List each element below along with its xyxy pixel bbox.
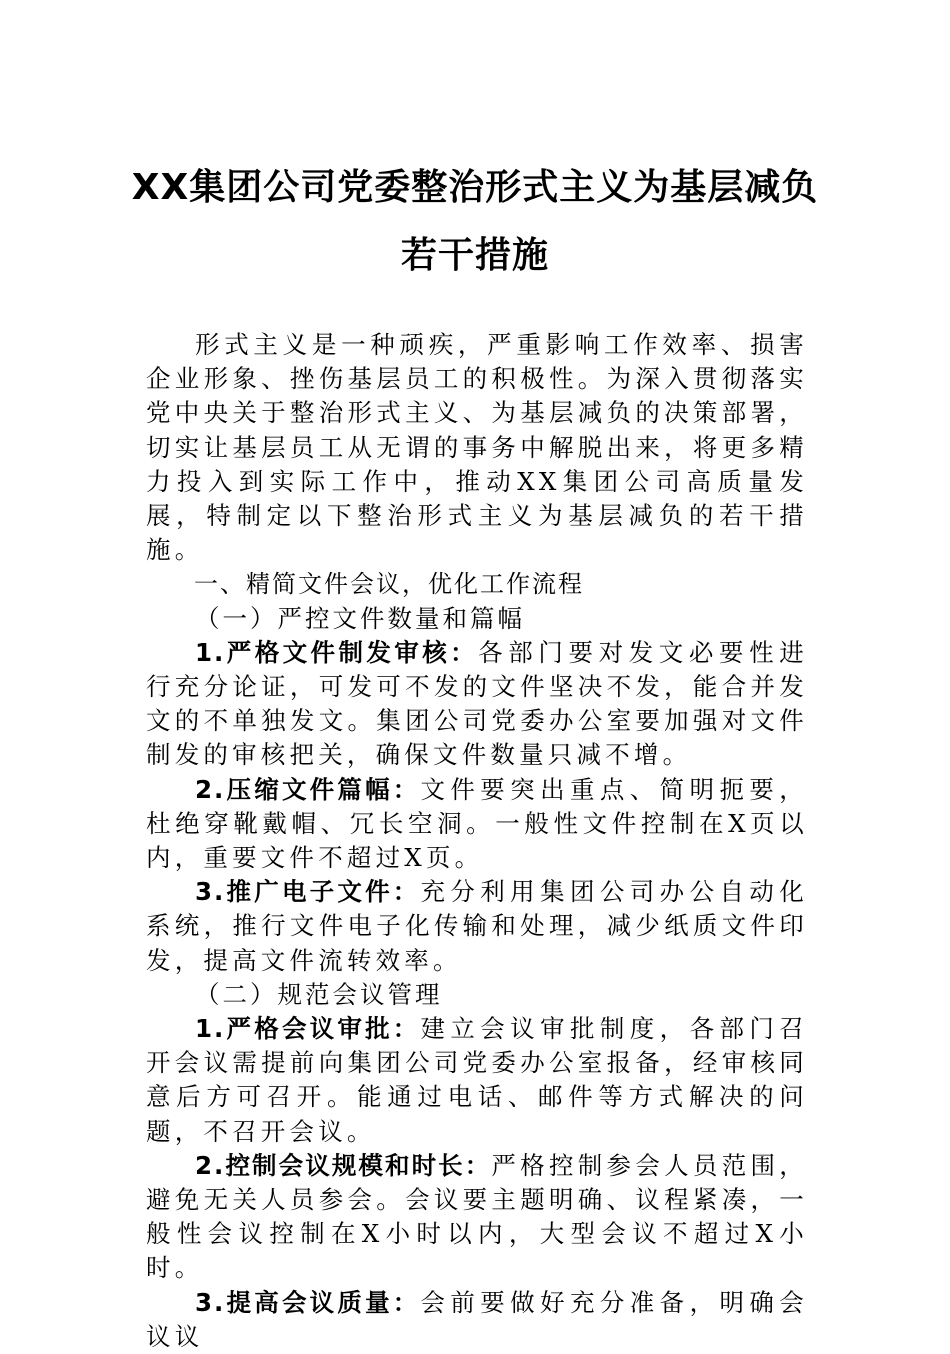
list-item <box>146 1149 808 1286</box>
item-text: 严格控制参会人员范围，避免无关人员参会。会议要主题明确、议程紧凑，一般性会议控制在X小时以内，大型会议不超过X小时。 <box>146 1150 808 1283</box>
list-item <box>146 773 808 876</box>
list-item <box>146 875 808 978</box>
intro-paragraph: 形式主义是一种顽疾，严重影响工作效率、损害企业形象、挫伤基层员工的积极性。为深入贯彻落实党中央关于整治形式主义、为基层减负的决策部署，切实让基层员工从无谓的事务中解脱出来，将更多精力投入到实际工作中，推动XX集团公司高质量发展，特制定以下整治形式主义为基层减负的若干措施。 <box>146 330 808 565</box>
document-title-line-1: XX集团公司党委整治形式主义为基层减负 <box>131 167 819 208</box>
list-item <box>146 636 808 773</box>
item-lead: 2.压缩文件篇幅： <box>195 774 421 804</box>
item-text: 充分利用集团公司办公自动化系统，推行文件电子化传输和处理，减少纸质文件印发，提高文件流转效率。 <box>146 877 808 975</box>
subsection-heading: （二）规范会议管理 <box>195 979 443 1009</box>
item-lead: 3.提高会议质量： <box>195 1287 421 1317</box>
section-heading: 一、精简文件会议，优化工作流程 <box>194 570 584 599</box>
document-body <box>146 328 808 1354</box>
list-item <box>146 1012 808 1149</box>
subsection-heading: （一）严控文件数量和篇幅 <box>195 603 525 633</box>
item-text: 各部门要对发文必要性进行充分论证，可发可不发的文件坚决不发，能合并发文的不单独发文。集团公司党委办公室要加强对文件制发的审核把关，确保文件数量只减不增。 <box>146 637 808 770</box>
item-text: 文件要突出重点、简明扼要，杜绝穿靴戴帽、冗长空洞。一般性文件控制在X页以内，重要文件不超过X页。 <box>146 774 808 873</box>
item-text: 会前要做好充分准备，明确会议议 <box>146 1287 808 1351</box>
item-lead: 2.控制会议规模和时长： <box>195 1150 492 1180</box>
item-text: 建立会议审批制度，各部门召开会议需提前向集团公司党委办公室报备，经审核同意后方可召开。能通过电话、邮件等方式解决的问题，不召开会议。 <box>146 1014 808 1146</box>
document-title-line-2: 若干措施 <box>400 235 549 276</box>
item-lead: 1.严格文件制发审核： <box>195 637 479 667</box>
item-lead: 3.推广电子文件： <box>195 877 421 907</box>
item-lead: 1.严格会议审批： <box>195 1014 421 1044</box>
